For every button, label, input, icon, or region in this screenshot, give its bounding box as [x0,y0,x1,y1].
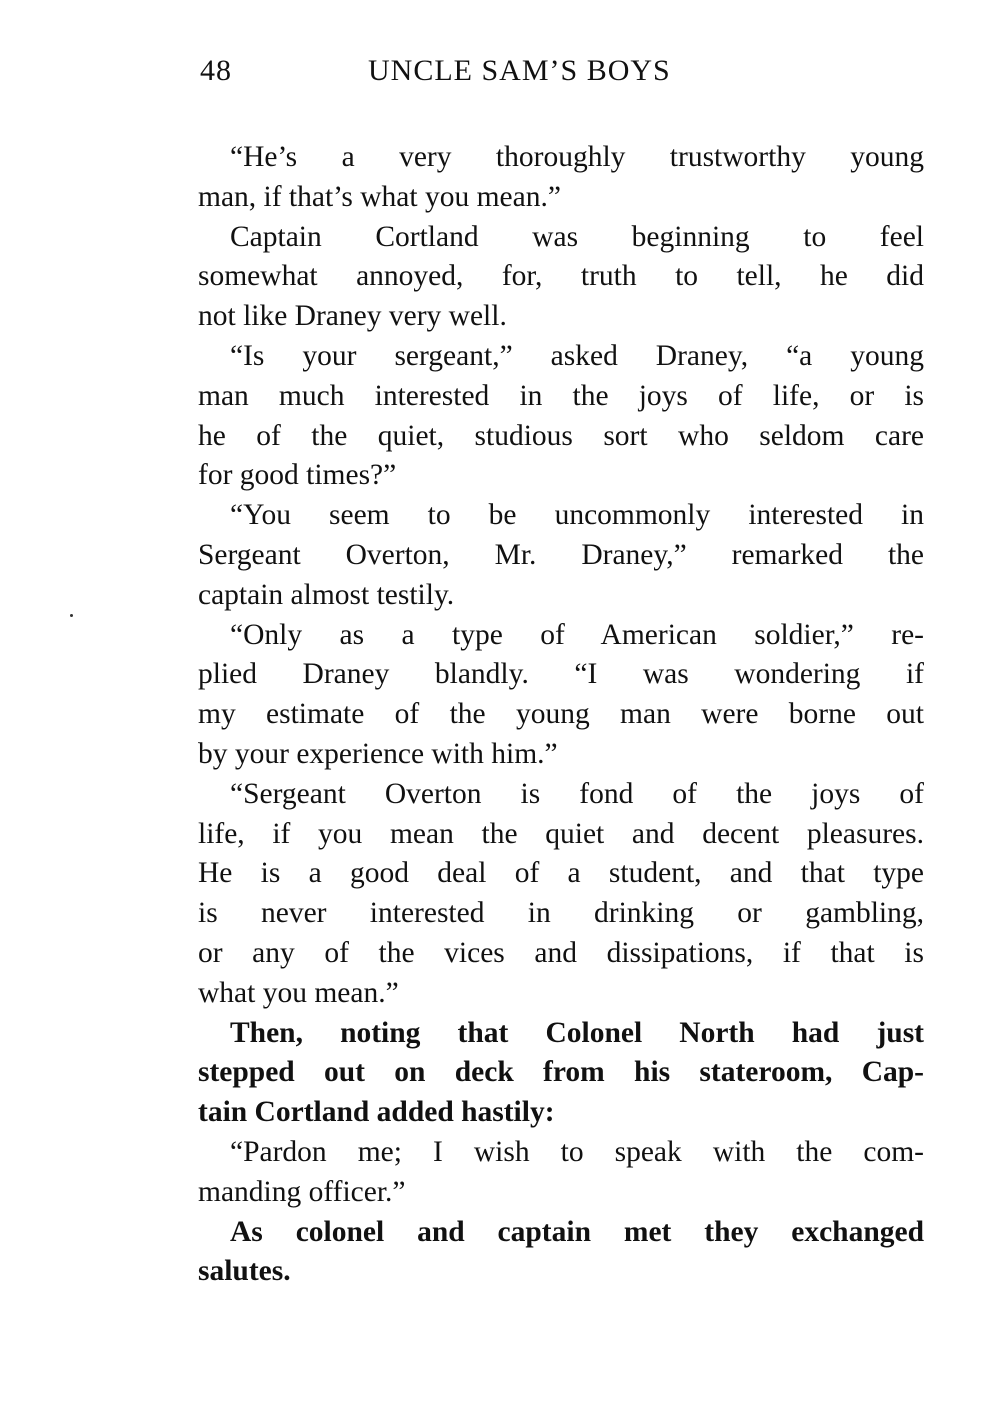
text-line: “He’s a very thoroughly trustworthy young [230,141,924,173]
text-line: by your experience with him.” [198,737,558,770]
text-line: stepped out on deck from his stateroom, Cap- [198,1056,924,1089]
text-line: my estimate of the young man were borne out [198,698,924,731]
text-line: is never interested in drinking or gambling, [198,897,924,930]
text-line: “Sergeant Overton is fond of the joys of [230,777,924,810]
text-line: manding officer.” [198,1175,406,1208]
text-line: plied Draney blandly. “I was wondering if [198,658,924,691]
text-line: Then, noting that Colonel North had just [230,1016,924,1049]
text-line: Captain Cortland was beginning to feel [230,220,924,253]
text-line: “Pardon me; I wish to speak with the com- [230,1135,924,1168]
text-line: he of the quiet, studious sort who seldom care [198,419,924,452]
text-line: “Only as a type of American soldier,” re- [230,618,924,651]
text-line: man, if that’s what you mean.” [198,180,561,213]
text-line: not like Draney very well. [198,300,507,333]
page-number: 48 [200,54,232,87]
text-line: Sergeant Overton, Mr. Draney,” remarked the [198,538,924,571]
text-line: somewhat annoyed, for, truth to tell, he did [198,260,924,293]
text-line: “Is your sergeant,” asked Draney, “a young [230,339,924,372]
text-line: life, if you mean the quiet and decent pleasures. [198,817,924,850]
text-line: salutes. [198,1255,291,1288]
scan-speck [70,614,73,617]
text-line: captain almost testily. [198,578,455,611]
text-line: He is a good deal of a student, and that type [198,857,924,890]
body-text [198,138,924,1292]
text-line: “You seem to be uncommonly interested in [230,499,924,532]
text-line: tain Cortland added hastily: [198,1096,555,1129]
text-line: or any of the vices and dissipations, if that is [198,936,924,969]
page-header [200,54,760,98]
running-title: UNCLE SAM’S BOYS [368,54,671,87]
text-line: As colonel and captain met they exchanged [230,1215,924,1248]
text-line: man much interested in the joys of life, or is [198,379,924,412]
text-line: what you mean.” [198,976,399,1009]
text-line: for good times?” [198,459,397,492]
